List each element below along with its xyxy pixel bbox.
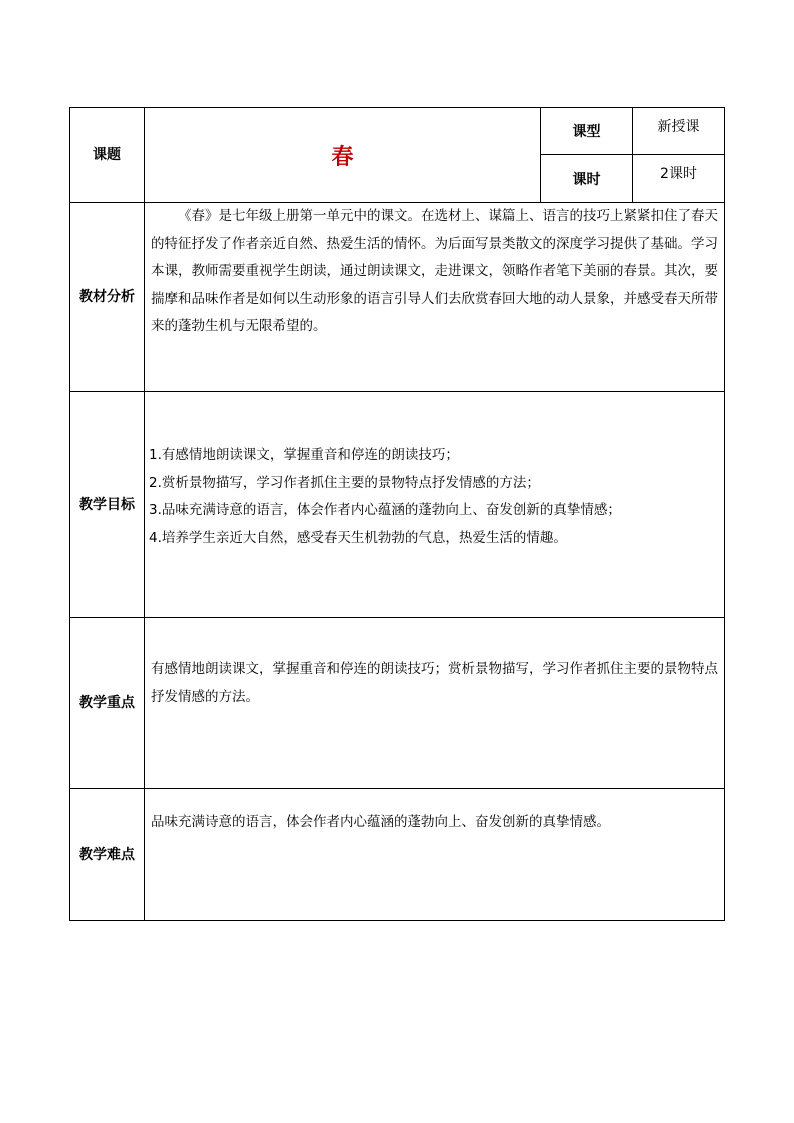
goals-label: 教学目标 (70, 392, 145, 618)
lesson-plan-table (69, 107, 725, 921)
hours-label-cell (541, 155, 633, 203)
analysis-content (145, 203, 725, 392)
focus-content (145, 618, 725, 789)
difficulty-label: 教学难点 (70, 789, 145, 921)
difficulty-content (145, 789, 725, 921)
focus-text: 有感情地朗读课文，掌握重音和停连的朗读技巧；赏析景物描写，学习作者抓住主要的景物特点抒发情感的方法。 (151, 661, 718, 705)
goals-content (145, 392, 725, 618)
topic-label: 课题 (70, 108, 145, 203)
type-label: 课型 (572, 124, 601, 140)
lesson-title: 春 (145, 108, 541, 203)
difficulty-text: 品味充满诗意的语言，体会作者内心蕴涵的蓬勃向上、奋发创新的真挚情感。 (151, 814, 610, 830)
goal-item-1: 1.有感情地朗读课文，掌握重音和停连的朗读技巧； (149, 447, 459, 463)
hours-label: 课时 (572, 171, 601, 188)
type-label-cell (541, 108, 633, 155)
analysis-label: 教材分析 (70, 203, 145, 392)
goal-item-4: 4.培养学生亲近大自然，感受春天生机勃勃的气息，热爱生活的情趣。 (149, 529, 567, 546)
focus-label: 教学重点 (70, 618, 145, 789)
type-value: 新授课 (633, 108, 725, 155)
hours-value: 2课时 (633, 155, 725, 203)
analysis-text: 《春》是七年级上册第一单元中的课文。在选材上、谋篇上、语言的技巧上紧紧扣住了春天的特征抒发了作者亲近自然、热爱生活的情怀。为后面写景类散文的深度学习提供了基础。学习本课，教师需要重视学生朗读，通过朗读课文，走进课文，领略作者笔下美丽的春景。其次，要揣摩和品味作者是如何以生动形象的语言引导人们去欣赏春回大地的动人景象，并感受春天所带来的蓬勃生机与无限希望的。 (151, 208, 718, 334)
goal-item-2: 2.赏析景物描写，学习作者抓住主要的景物特点抒发情感的方法； (149, 474, 540, 491)
goal-item-3: 3.品味充满诗意的语言，体会作者内心蕴涵的蓬勃向上、奋发创新的真挚情感； (149, 502, 621, 518)
